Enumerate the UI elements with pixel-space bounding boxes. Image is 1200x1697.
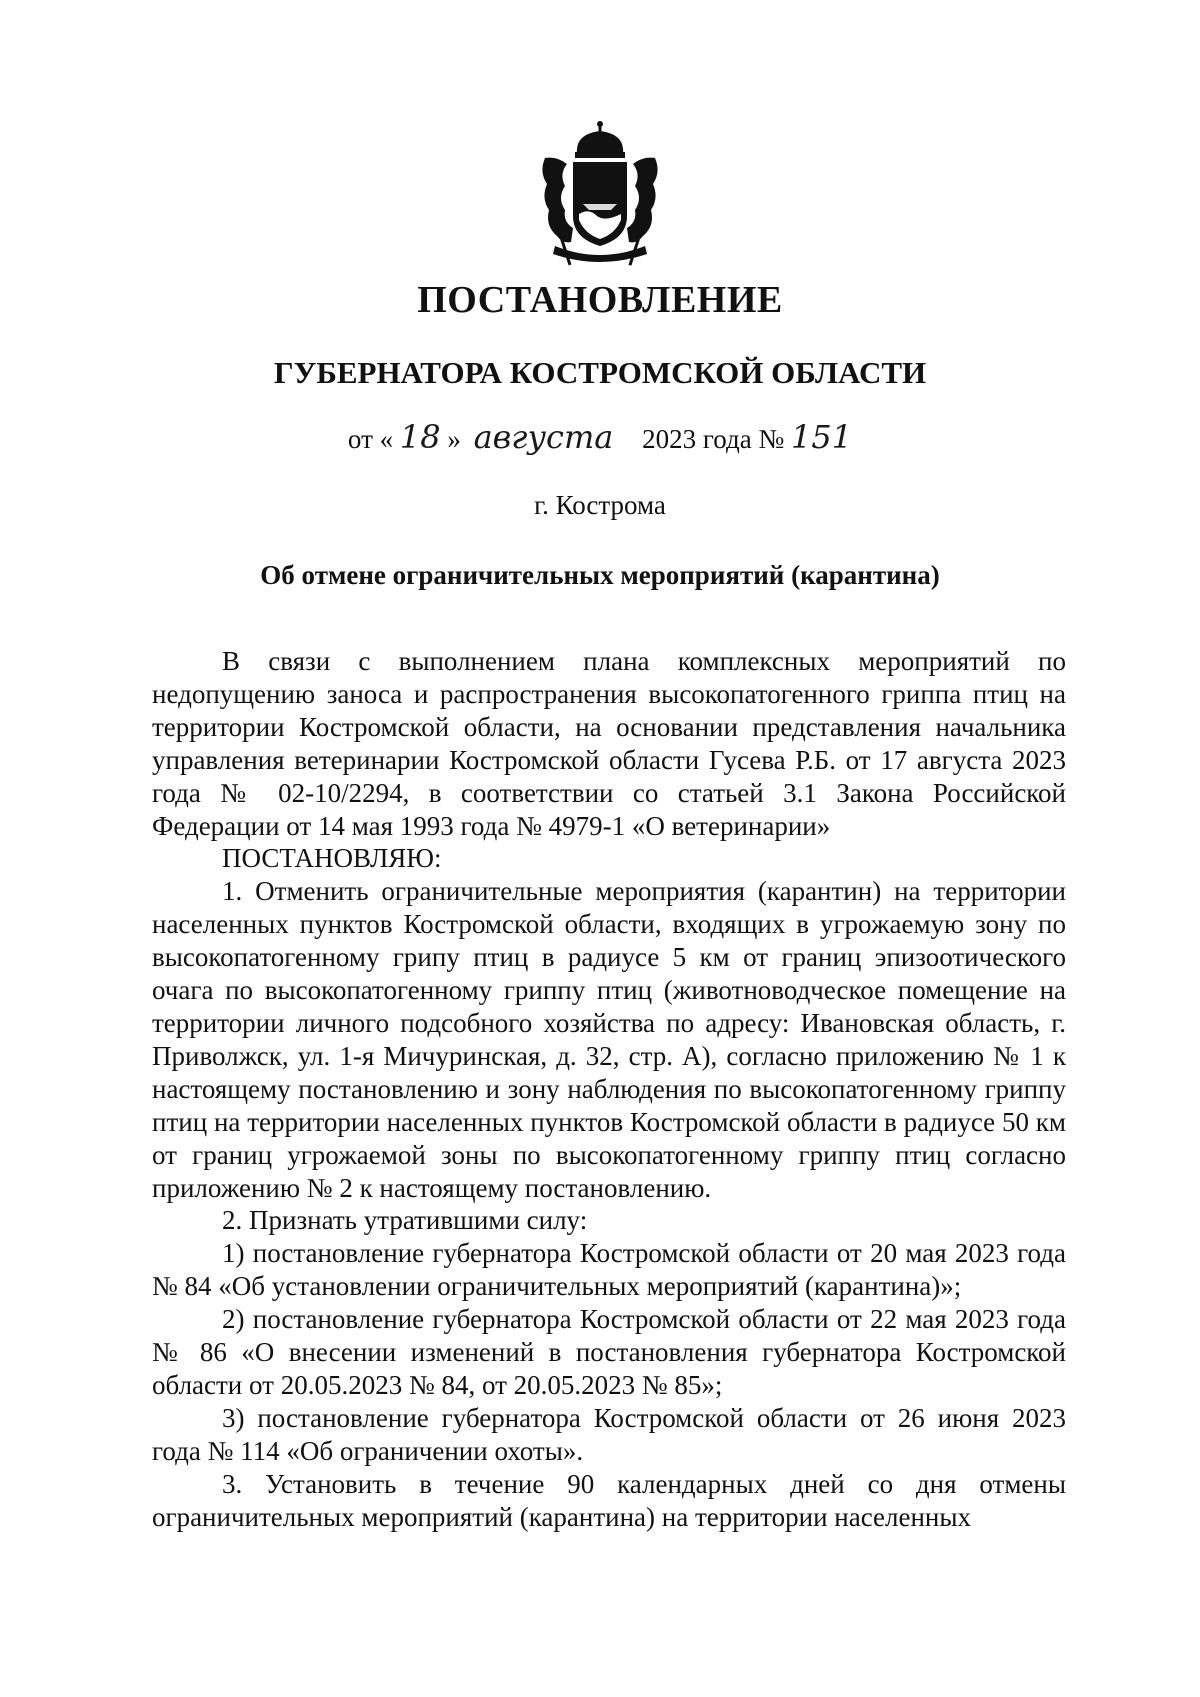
resolution-title: Об отмене ограничительных мероприятий (карантина) xyxy=(260,560,940,590)
city-line: г. Кострома xyxy=(534,490,666,520)
date-year: 2023 года № xyxy=(642,424,785,454)
date-prefix: от « xyxy=(347,424,394,454)
date-line xyxy=(0,418,1200,456)
paragraph-item-2-3: 3) постановление губернатора Костромской области от 26 июня 2023 года № 114 «Об ограничении охоты». xyxy=(152,1402,1066,1466)
handwritten-day: 18 xyxy=(399,418,441,456)
document-body xyxy=(152,645,1066,1533)
document-subtitle: ГУБЕРНАТОРА КОСТРОМСКОЙ ОБЛАСТИ xyxy=(273,355,927,390)
document-title: ПОСТАНОВЛЕНИЕ xyxy=(417,279,783,321)
paragraph-item-1: 1. Отменить ограничительные мероприятия (карантин) на территории населенных пунктов Костромской области, входящих в угрожаемую зону по высокопатогенному грипу птиц в радиусе 5 км от границ эпизоотического очага по высокопатогенному гриппу птиц (животноводческое помещение на территории личного подсобного хозяйства по адресу: Ивановская область, г. Приволжск, ул. 1-я Мичуринская, д. 32, стр. А), согласно приложению № 1 к настоящему постановлению и зону наблюдения по высокопатогенному гриппу птиц на территории населенных пунктов Костромской области в радиусе 50 км от границ угрожаемой зоны по высокопатогенному гриппу птиц согласно приложению № 2 к настоящему постановлению. xyxy=(152,876,1066,1203)
handwritten-number: 151 xyxy=(790,418,853,456)
paragraph-item-2-1: 1) постановление губернатора Костромской области от 20 мая 2023 года № 84 «Об установлении ограничительных мероприятий (карантина)»; xyxy=(152,1238,1066,1302)
paragraph-item-2: 2. Признать утратившими силу: xyxy=(222,1205,588,1236)
date-mid: » xyxy=(447,424,461,454)
paragraph-preamble: В связи с выполнением плана комплексных мероприятий по недопущению заноса и распространения высокопатогенного гриппа птиц на территории Костромской области, на основании представления начальника управления ветеринарии Костромской области Гусева Р.Б. от 17 августа 2023 года № 02-10/2294, в соответствии со статьей 3.1 Закона Российской Федерации от 14 мая 1993 года № 4979-1 «О ветеринарии» xyxy=(152,646,1066,841)
handwritten-month: августа xyxy=(473,418,614,456)
paragraph-decree: ПОСТАНОВЛЯЮ: xyxy=(222,843,442,874)
paragraph-item-3: 3. Установить в течение 90 календарных дней со дня отмены ограничительных мероприятий (карантина) на территории населенных xyxy=(152,1468,1066,1532)
coat-of-arms-emblem xyxy=(535,118,665,268)
paragraph-item-2-2: 2) постановление губернатора Костромской области от 22 мая 2023 года № 86 «О внесении изменений в постановления губернатора Костромской области от 20.05.2023 № 84, от 20.05.2023 № 85»; xyxy=(152,1304,1066,1400)
